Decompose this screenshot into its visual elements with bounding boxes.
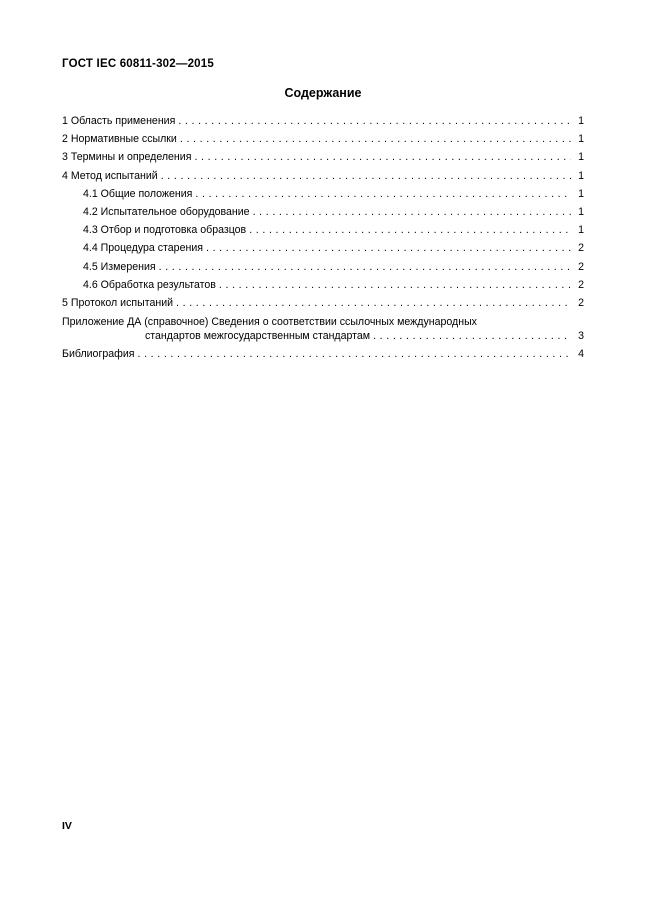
toc-entry-label-line1: Приложение ДА (справочное) Сведения о соответствии ссылочных международных <box>62 316 477 329</box>
toc-entry-page: 4 <box>578 348 584 361</box>
toc-entry-label: Библиография <box>62 348 135 361</box>
toc-entry-page: 1 <box>578 133 584 146</box>
page-title: Содержание <box>284 86 362 100</box>
toc-entry-label: 5 Протокол испытаний <box>62 296 174 309</box>
toc-leader-dots <box>373 332 571 343</box>
toc-leader-dots <box>180 135 571 146</box>
toc-leader-dots <box>161 172 571 183</box>
toc-leader-dots <box>178 117 571 128</box>
toc-entry[interactable] <box>62 261 584 274</box>
toc-entry-page: 2 <box>578 260 584 273</box>
toc-entry[interactable] <box>62 115 584 128</box>
toc-entry-page: 1 <box>578 169 584 182</box>
toc-entry-page: 1 <box>578 151 584 164</box>
toc-entry-page: 2 <box>578 278 584 291</box>
toc-entry[interactable] <box>62 279 584 292</box>
toc-entry-label: 4.4 Процедура старения <box>83 242 203 255</box>
toc-entry-label: 2 Нормативные ссылки <box>62 133 177 146</box>
toc-entry-label: 4.5 Измерения <box>83 260 156 273</box>
toc-leader-dots <box>176 299 571 310</box>
toc-entry[interactable] <box>62 151 584 164</box>
toc-entry[interactable] <box>62 133 584 146</box>
toc-leader-dots <box>194 153 571 164</box>
toc-entry-label: 4.6 Обработка результатов <box>83 278 216 291</box>
toc-leader-dots <box>137 350 571 361</box>
toc-entry-label-line2: стандартов межгосударственным стандартам <box>145 330 371 343</box>
toc-leader-dots <box>219 281 571 292</box>
toc-entry-label: 4.1 Общие положения <box>83 187 193 200</box>
toc-leader-dots <box>206 244 571 255</box>
toc-entry-label: 4.3 Отбор и подготовка образцов <box>83 224 247 237</box>
toc-entry[interactable] <box>62 224 584 237</box>
toc-leader-dots <box>159 263 571 274</box>
toc-entry-appendix[interactable] <box>62 315 584 343</box>
toc-entry-label: 3 Термины и определения <box>62 151 192 164</box>
table-of-contents <box>62 115 584 366</box>
toc-entry[interactable] <box>62 188 584 201</box>
toc-entry-bibliography[interactable] <box>62 348 584 361</box>
toc-entry[interactable] <box>62 242 584 255</box>
toc-leader-dots <box>249 226 571 237</box>
toc-entry-label: 4 Метод испытаний <box>62 169 158 182</box>
toc-entry-page: 2 <box>578 296 584 309</box>
toc-entry-page: 1 <box>578 187 584 200</box>
toc-entry-page: 1 <box>578 115 584 127</box>
toc-leader-dots <box>195 190 571 201</box>
toc-entry-page: 2 <box>578 242 584 255</box>
toc-entry[interactable] <box>62 297 584 310</box>
toc-entry-page: 1 <box>578 205 584 218</box>
document-standard-header: ГОСТ IEC 60811-302—2015 <box>62 58 214 70</box>
toc-leader-dots <box>253 208 571 219</box>
toc-entry-page: 3 <box>578 330 584 343</box>
page-number: IV <box>62 820 72 832</box>
toc-entry-appendix-line2 <box>62 330 584 343</box>
toc-entry[interactable] <box>62 170 584 183</box>
toc-entry-label: 4.2 Испытательное оборудование <box>83 205 250 218</box>
toc-entry-page: 1 <box>578 224 584 237</box>
toc-entry[interactable] <box>62 206 584 219</box>
toc-entry-label: 1 Область применения <box>62 115 176 127</box>
